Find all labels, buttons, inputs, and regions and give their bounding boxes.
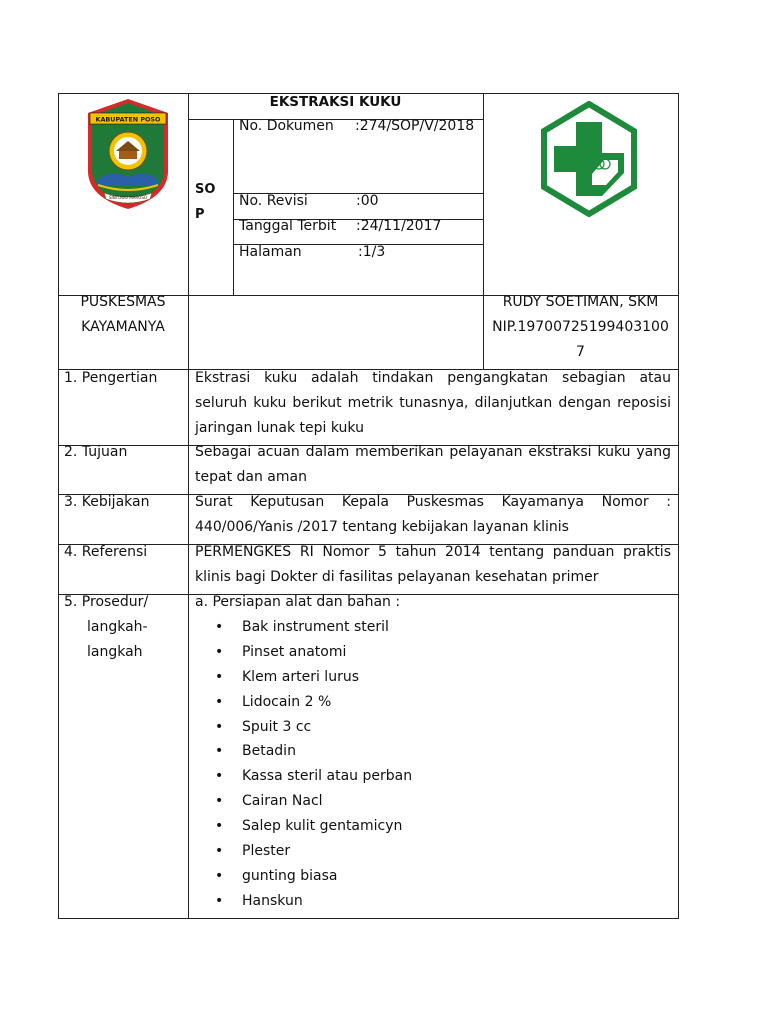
procedure-label-line1: 5. Prosedur/ <box>64 594 149 610</box>
logo-band-text: KABUPATEN POSO <box>95 115 161 124</box>
procedure-label-line2: langkah- <box>87 619 148 635</box>
procedure-label-line3: langkah <box>87 644 143 660</box>
equipment-list-item-text: gunting biasa <box>242 867 338 884</box>
equipment-list-item-text: Salep kulit gentamicyn <box>242 818 403 835</box>
puskesmas-logo <box>540 101 638 217</box>
signatory-nip-line2: 7 <box>576 344 585 360</box>
section-text-tujuan: Sebagai acuan dalam memberikan pelayanan ekstraksi kuku yang tepat dan aman <box>195 444 671 485</box>
section-text-referensi: PERMENGKES RI Nomor 5 tahun 2014 tentang panduan praktis klinis bagi Dokter di fasilitas pelayanan kesehatan primer <box>195 544 671 585</box>
page-value: :1/3 <box>358 244 386 260</box>
equipment-list-item-text: Spuit 3 cc <box>242 718 312 735</box>
equipment-list <box>189 615 669 914</box>
section-text-kebijakan: Surat Keputusan Kepala Puskesmas Kayamanya Nomor : 440/006/Yanis /2017 tentang kebijakan layanan klinis <box>195 494 671 535</box>
equipment-list-item <box>189 764 669 789</box>
equipment-list-item-text: Hanskun <box>242 892 303 909</box>
bullet-icon: • <box>215 867 224 884</box>
bullet-icon: • <box>215 718 224 735</box>
section-label-tujuan: 2. Tujuan <box>64 444 128 460</box>
equipment-list-item-text: Klem arteri lurus <box>242 668 359 685</box>
equipment-list-item-text: Bak instrument steril <box>242 619 389 635</box>
revision-value: :00 <box>356 193 379 209</box>
equipment-list-item <box>189 839 669 864</box>
bullet-icon: • <box>215 743 224 760</box>
equipment-list-item <box>189 665 669 690</box>
equipment-list-item-text: Pinset anatomi <box>242 643 347 660</box>
equipment-list-item <box>189 690 669 715</box>
equipment-list-item <box>189 640 669 665</box>
equipment-list-item <box>189 789 669 814</box>
section-label-kebijakan: 3. Kebijakan <box>64 494 150 510</box>
signatory-nip-line1: NIP.19700725199403100 <box>492 319 669 335</box>
section-text-pengertian: Ekstrasi kuku adalah tindakan pengangkatan sebagian atau seluruh kuku berikut metrik tunasnya, dilanjutkan dengan reposisi jaringan lunak tepi kuku <box>195 370 671 436</box>
equipment-list-item <box>189 864 669 889</box>
equipment-list-item-text: Betadin <box>242 743 296 760</box>
bullet-icon: • <box>215 693 224 710</box>
bullet-icon: • <box>215 843 224 860</box>
document-title: EKSTRAKSI KUKU <box>269 94 402 110</box>
bullet-icon: • <box>215 793 224 810</box>
doc-no-label: No. Dokumen <box>239 118 334 134</box>
equipment-list-item-text: Kassa steril atau perban <box>242 768 413 785</box>
equipment-list-item <box>189 739 669 764</box>
equipment-list-item <box>189 615 669 640</box>
bullet-icon: • <box>215 619 224 635</box>
bullet-icon: • <box>215 892 224 909</box>
signatory-name: RUDY SOETIMAN, SKM <box>502 294 659 310</box>
org-name-line1: PUSKESMAS <box>80 294 166 310</box>
sop-label-line2: P <box>195 207 205 222</box>
org-name-line2: KAYAMANYA <box>81 319 165 335</box>
sop-label-line1: SO <box>195 182 216 197</box>
equipment-list-item-text: Lidocain 2 % <box>242 693 332 710</box>
equipment-list-item-text: Plester <box>242 843 291 860</box>
revision-label: No. Revisi <box>239 193 308 209</box>
doc-no-value: :274/SOP/V/2018 <box>355 118 475 134</box>
bullet-icon: • <box>215 818 224 835</box>
section-label-referensi: 4. Referensi <box>64 544 148 560</box>
logo-motto-text: SINTUWU MAROSO <box>108 195 148 200</box>
equipment-list-item <box>189 715 669 740</box>
equipment-list-item <box>189 814 669 839</box>
bullet-icon: • <box>215 668 224 685</box>
bullet-icon: • <box>215 643 224 660</box>
equipment-list-item-text: Cairan Nacl <box>242 793 323 810</box>
page-label: Halaman <box>239 244 302 260</box>
date-label: Tanggal Terbit <box>239 218 337 234</box>
section-label-pengertian: 1. Pengertian <box>64 370 158 386</box>
kabupaten-poso-logo <box>84 97 172 211</box>
equipment-list-item <box>189 889 669 914</box>
bullet-icon: • <box>215 768 224 785</box>
date-value: :24/11/2017 <box>356 218 442 234</box>
procedure-subheading: a. Persiapan alat dan bahan : <box>195 594 401 610</box>
